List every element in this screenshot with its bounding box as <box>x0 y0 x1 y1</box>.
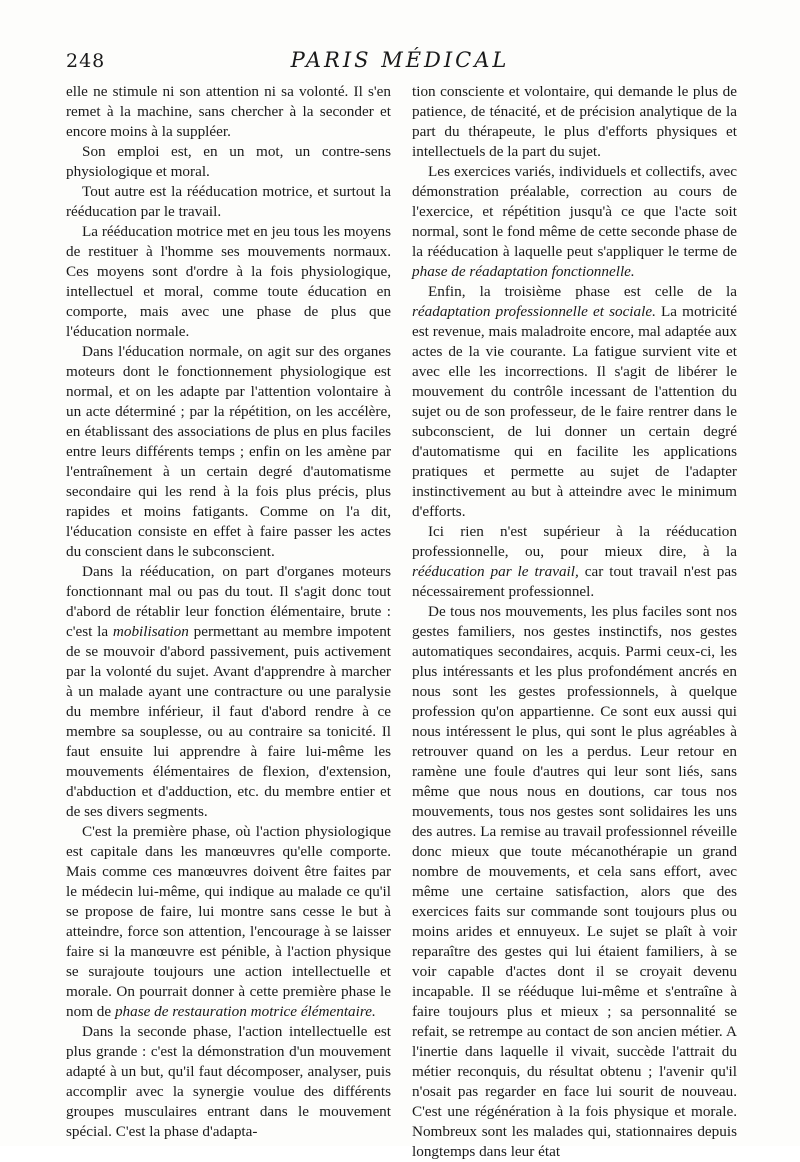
paragraph: Dans l'éducation normale, on agit sur des organes moteurs dont le fonctionnement physiologique est normal, et on les adapte par l'attention volontaire à un acte déterminé ; par la répétition, on les accélère, en établissant des associations de plus en plus faciles entre leurs différents temps ; enfin on les amène par l'entraînement à un certain degré d'automatisme secondaire qui les rend à la fois plus précis, plus rapides et moins fatigants. Comme on l'a dit, l'éducation consiste en effet à faire passer les actes du conscient dans le subconscient. <box>66 343 391 560</box>
paragraph <box>412 162 737 282</box>
emphasis: réadaptation professionnelle et sociale. <box>412 303 656 320</box>
page-number: 248 <box>66 50 106 72</box>
text-run: Dans la rééducation, on part d'organes moteurs fonctionnant mal ou pas du tout. Il s'agit donc tout d'abord de rétablir leur fonction élémentaire, brute : c'est la <box>66 563 391 640</box>
paragraph: Son emploi est, en un mot, un contre-sens physiologique et moral. <box>66 143 391 180</box>
paragraph <box>412 282 737 522</box>
emphasis: mobilisation <box>112 623 189 640</box>
paragraph: elle ne stimule ni son attention ni sa volonté. Il s'en remet à la machine, sans chercher à la seconder et encore moins à la suppléer. <box>66 83 391 140</box>
text-run: permettant au membre impotent de se mouvoir d'abord passivement, puis activement par la volonté du sujet. Avant d'apprendre à marcher à un malade ayant une contracture ou une paralysie du membre inférieur, il faut d'abord rendre à ce membre sa souplesse, ou au contraire sa tonicité. Il faut ensuite lui apprendre à faire lui-même les mouvements élémentaires de flexion, d'extension, d'abduction et d'adduction, etc. du membre entier et de ses divers segments. <box>66 623 392 820</box>
paragraph <box>66 562 391 822</box>
paragraph: De tous nos mouvements, les plus faciles sont nos gestes familiers, nos gestes instinctifs, nos gestes automatiques secondaires, acquis. Parmi ceux-ci, les plus intéressants et les plus profondément ancrés en nous sont les gestes professionnels, à quelque profession qu'on appartienne. Ce sont eux aussi qui nous intéressent le plus, qui sont le plus agréables à retrouver quand on les a perdus. Leur retour en ramène une foule d'autres qui leur sont liés, sans même que nous nous en doutions, car tous nos mouvements, tous nos gestes sont solidaires les uns des autres. La remise au travail professionnel réveille donc mieux que toute mécanothérapie un grand nombre de mouvements, et cela sans effort, avec même une certaine satisfaction, alors que des exercices faits sur commande sont toujours plus ou moins arides et ennuyeux. Le sujet se plaît à voir reparaître des gestes qui lui étaient familiers, à se voir capable d'actes dont il se croyait devenu incapable. Il se rééduque lui-même et s'entraîne à faire toujours plus et mieux ; sa personnalité se refait, se retrempe au contact de son ancien métier. A l'inertie dans laquelle il vivait, succède l'attrait du métier reconquis, du résultat obtenu ; l'avenir qu'il n'osait pas regarder en face lui sourit de nouveau. C'est une régénération à la fois physique et morale. Nombreux sont les malades qui, stationnaires depuis longtemps dans leur état <box>412 603 737 1160</box>
text-run: car tout travail n'est pas nécessairement professionnel. <box>412 563 737 600</box>
paragraph <box>412 522 737 602</box>
paragraph: Tout autre est la rééducation motrice, et surtout la rééducation par le travail. <box>66 183 391 220</box>
emphasis: phase de réadaptation fonctionnelle. <box>412 263 635 280</box>
paragraph: Dans la seconde phase, l'action intellectuelle est plus grande : c'est la démonstration d'un mouvement adapté à un but, qu'il faut décomposer, analyser, puis accomplir avec la synergie voulue des différents groupes musculaires entrant dans le mouvement spécial. C'est la phase d'adapta- <box>66 1023 391 1140</box>
paragraph: La rééducation motrice met en jeu tous les moyens de restituer à l'homme ses mouvements normaux. Ces moyens sont d'ordre à la fois physiologique, intellectuel et moral, comme toute éducation en comporte, mais avec une phase de plus que l'éducation normale. <box>66 223 391 340</box>
running-title: PARIS MÉDICAL <box>290 48 510 72</box>
paragraph <box>66 822 391 1022</box>
text-run: Les exercices variés, individuels et collectifs, avec démonstration préalable, correction au cours de l'exercice, et répétition jusqu'à ce que l'acte soit normal, sont le fond même de cette seconde phase de la rééducation à laquelle peut s'appliquer le terme de <box>412 163 737 260</box>
text-run: La motricité est revenue, mais maladroite encore, mal adaptée aux actes de la vie courante. La fatigue survient vite et avec elle les incorrections. Il s'agit de libérer le mouvement du contrôle incessant de l'attention du sujet ou de son professeur, de le faire rentrer dans le subconscient, de lui donner un certain degré d'automatisme qui en facilite les applications pratiques et permette au sujet de l'adapter instinctivement au but à atteindre avec le minimum d'efforts. <box>412 303 738 520</box>
page-header <box>66 46 734 76</box>
text-run: Enfin, la troisième phase est celle de la <box>428 283 737 300</box>
left-column <box>66 82 391 1142</box>
emphasis: phase de restauration motrice élémentaire. <box>114 1003 376 1020</box>
right-column <box>412 82 737 1162</box>
emphasis: rééducation par le travail, <box>412 563 579 580</box>
paragraph: tion consciente et volontaire, qui demande le plus de patience, de ténacité, et de précision analytique de la part du thérapeute, le plus d'efforts physiques et intellectuels de la part du sujet. <box>412 83 737 160</box>
text-run: Ici rien n'est supérieur à la rééducation professionnelle, ou, pour mieux dire, à la <box>412 523 737 560</box>
text-run: C'est la première phase, où l'action physiologique est capitale dans les manœuvres qu'elle comporte. Mais comme ces manœuvres doivent être faites par le médecin lui-même, qui indique au malade ce qu'il se propose de faire, lui montre sans cesse le but à atteindre, force son attention, l'encourage à se laisser faire si la manœuvre est pénible, à l'action physique se surajoute toujours une action intellectuelle et morale. On pourrait donner à cette première phase le nom de <box>66 823 391 1020</box>
